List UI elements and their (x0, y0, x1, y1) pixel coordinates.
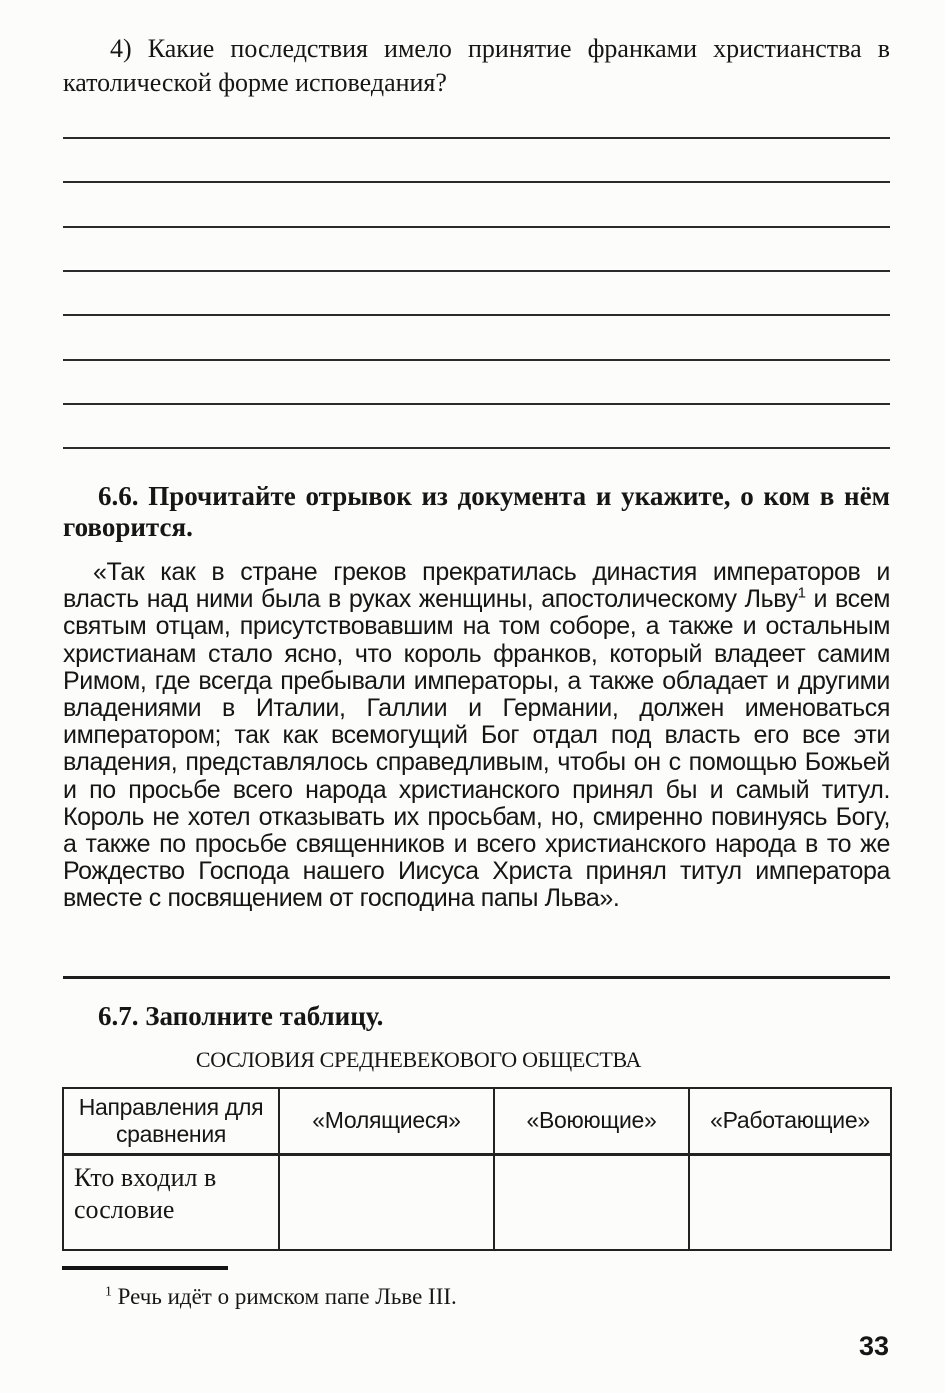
answer-line (63, 181, 890, 183)
table-empty-cell (279, 1154, 494, 1250)
table-title: СОСЛОВИЯ СРЕДНЕВЕКОВОГО ОБЩЕСТВА (195, 1047, 642, 1072)
answer-lines (63, 137, 890, 453)
answer-line (63, 447, 890, 449)
table-header-cell: «Воюющие» (494, 1088, 689, 1154)
quote-text-end: и всем святым отцам, присутствовавшим на том соборе, а также и остальным христианам стало ясно, что король франков, который владеет самим Римом, где всегда пребывали императоры, а также обладает и другими владениями в Италии, Галлии и Германии, должен именоваться императором; так как всемогущий Бог отдал под власть его все эти владения, представлялось справедливым, чтобы он с помощью Божьей и по просьбе всего народа христианского принял бы и самый титул. Король не хотел отказывать их просьбам, но, смиренно повинуясь Богу, а также по просьбе священников и всего христианского народа в то же Рождество Господа нашего Иисуса Христа принял титул императора вместе с посвящением от господина папы Льва». (63, 585, 890, 913)
estates-table-body (63, 1154, 891, 1250)
table-header-cell: «Молящиеся» (279, 1088, 494, 1154)
section-divider-rule (63, 976, 890, 979)
footnote (63, 1283, 890, 1311)
table-row-label: Кто входил в сословие (63, 1154, 279, 1250)
table-header-cell: «Работающие» (689, 1088, 891, 1154)
page-number: 33 (858, 1331, 889, 1361)
answer-line (63, 314, 890, 316)
answer-line (63, 226, 890, 228)
answer-line (63, 359, 890, 361)
estates-table-header (63, 1088, 891, 1154)
table-empty-cell (689, 1154, 891, 1250)
estates-table (62, 1087, 892, 1251)
answer-line (63, 137, 890, 139)
answer-line (63, 403, 890, 405)
section-6-7-heading: 6.7. Заполните таблицу. (98, 1001, 384, 1031)
table-header-cell: Направления для сравнения (63, 1088, 279, 1154)
footnote-reference-mark: 1 (797, 584, 806, 602)
footnote-text: Речь идёт о римском папе Льве III. (117, 1284, 457, 1309)
table-row (63, 1154, 891, 1250)
question-4-text: 4) Какие последствия имело принятие франками христианства в католической форме исповедания? (63, 34, 890, 97)
table-empty-cell (494, 1154, 689, 1250)
quote-text-start: «Так как в стране греков прекратилась династия императоров и власть над ними была в руках женщины, апостолическому Льву (63, 558, 890, 614)
document-quote (63, 559, 890, 913)
footnote-number: 1 (105, 1283, 112, 1299)
section-6-6-heading: 6.6. Прочитайте отрывок из документа и укажите, о ком в нём говорится. (63, 481, 890, 542)
answer-line (63, 270, 890, 272)
footnote-rule (62, 1266, 228, 1270)
